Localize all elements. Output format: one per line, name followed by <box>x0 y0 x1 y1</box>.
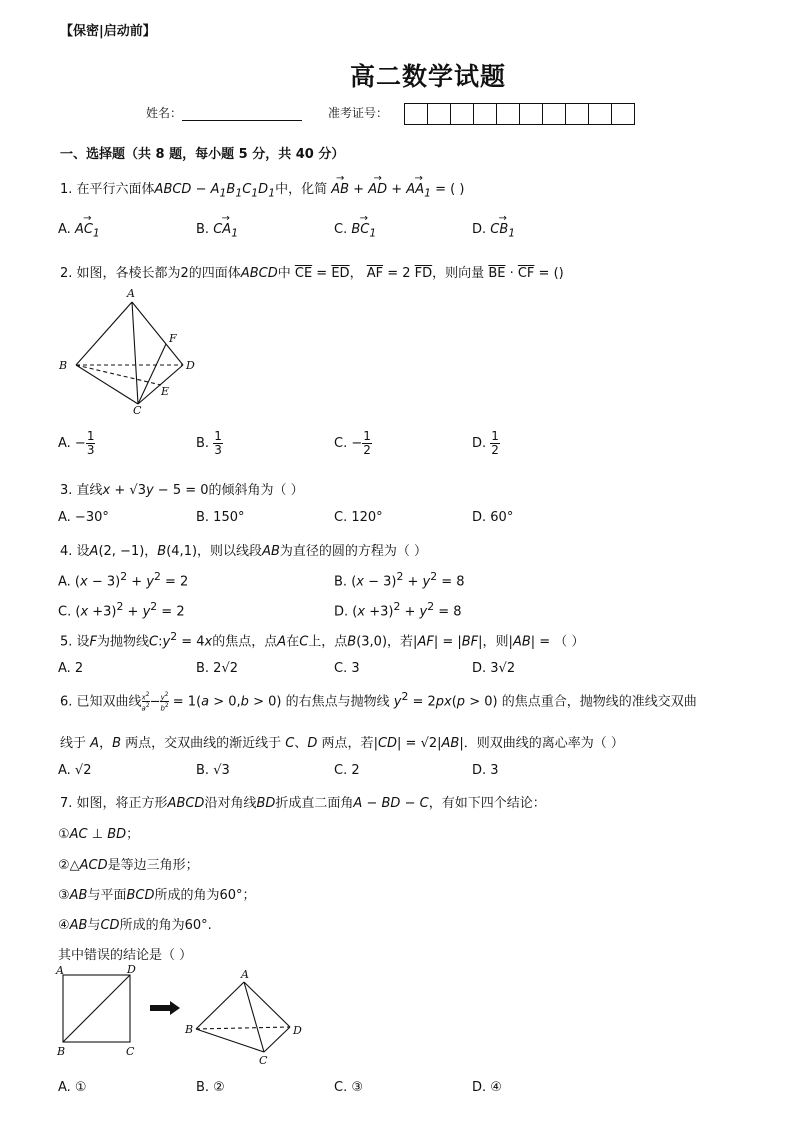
point-e-label: E <box>161 385 170 398</box>
q6-option-a[interactable]: A. √2 <box>58 763 92 778</box>
q2-option-d[interactable]: D. $\frac{1}{2}$ <box>472 429 499 457</box>
q1-option-c[interactable]: C. → $BC_1$ <box>334 222 376 240</box>
vertex-b-label: B <box>59 359 68 372</box>
square-d-label: D <box>127 963 136 976</box>
vertex-c-label: C <box>133 404 142 416</box>
q3-option-b[interactable]: B. 150° <box>196 510 245 525</box>
fold-d-label: D <box>293 1024 302 1037</box>
q7-conclusion-2: ②△ACD是等边三角形； <box>58 858 199 873</box>
q2-option-c[interactable]: C. − $\frac{1}{2}$ <box>334 429 371 457</box>
vertex-a-label: A <box>127 287 135 300</box>
q5-option-b[interactable]: B. 2√2 <box>196 661 239 676</box>
q7-option-b[interactable]: B. ② <box>196 1080 225 1095</box>
q7-option-d[interactable]: D. ④ <box>472 1080 502 1095</box>
section-heading: 一、选择题（共 8 题，每小题 5 分，共 40 分） <box>60 147 345 162</box>
question-1: 1. 在平行六面体ABCD − $A_1B_1C_1D_1$中，化简 → AB + → AD + → $AA_1$ = ( ) <box>60 178 464 200</box>
vertex-d-label: D <box>186 359 195 372</box>
q6-option-d[interactable]: D. 3 <box>472 763 499 778</box>
question-3: 3. 直线x + √3y − 5 = 0的倾斜角为（ ） <box>60 483 304 498</box>
q7-conclusion-3: ③AB与平面BCD所成的角为60°； <box>58 888 256 903</box>
q4-option-d[interactable]: D. $(x +3)^2 + y^2 = 8$ <box>334 600 462 620</box>
question-6-line-2: 线于 A，B 两点，交双曲线的渐近线于 C、D 两点，若|CD| = √2|AB|．则双曲线的离心率为（ ） <box>60 736 624 751</box>
folding-figure <box>52 962 322 1068</box>
q7-option-c[interactable]: C. ③ <box>334 1080 363 1095</box>
q3-option-a[interactable]: A. −30° <box>58 510 109 525</box>
point-f-label: F <box>169 332 177 345</box>
page-title: 高二数学试题 <box>350 62 507 91</box>
name-blank <box>182 108 302 121</box>
name-label: 姓名： <box>146 106 183 120</box>
q2-option-a[interactable]: A. − $\frac{1}{3}$ <box>58 429 95 457</box>
square-a-label: A <box>56 964 64 977</box>
question-2: 2. 如图，各棱长都为2的四面体ABCD中 $\overline{CE} = \overline{ED}$， $\overline{AF} = 2$ $\overline{FD}$，则向量 $\overline{BE} \cdot \overline{CF}$ = () <box>60 266 564 281</box>
question-6-line-1: 6. 已知双曲线 $\frac{x^2}{a^2}$ − $\frac{y^2}{b^2}$ = 1(a > 0,b > 0) 的右焦点与抛物线 $y^2 = 2px(p > 0)$ 的焦点重合，抛物线的准线交双曲 <box>60 690 697 713</box>
question-7: 7. 如图，将正方形ABCD沿对角线BD折成直二面角A − BD − C，有如下四个结论： <box>60 796 546 811</box>
question-4: 4. 设A(2, −1)，B(4,1)，则以线段AB为直径的圆的方程为（ ） <box>60 544 428 559</box>
square-b-label: B <box>57 1045 66 1058</box>
fold-b-label: B <box>185 1023 194 1036</box>
q4-option-b[interactable]: B. $(x - 3)^2 + y^2 = 8$ <box>334 570 465 590</box>
exam-id-boxes <box>404 103 635 125</box>
q6-option-b[interactable]: B. √3 <box>196 763 230 778</box>
q5-option-c[interactable]: C. 3 <box>334 661 360 676</box>
fold-a-label: A <box>241 968 249 981</box>
q1-option-d[interactable]: D. → $CB_1$ <box>472 222 515 240</box>
name-field <box>146 104 302 121</box>
fold-c-label: C <box>259 1054 268 1067</box>
q7-conclusion-4: ④AB与CD所成的角为60°. <box>58 918 212 933</box>
q7-question: 其中错误的结论是（ ） <box>58 948 193 963</box>
exam-id-label: 准考证号： <box>328 106 389 120</box>
q6-option-c[interactable]: C. 2 <box>334 763 360 778</box>
q1-option-b[interactable]: B. → $CA_1$ <box>196 222 238 240</box>
tetrahedron-figure <box>55 286 205 416</box>
square-c-label: C <box>126 1045 135 1058</box>
q3-option-d[interactable]: D. 60° <box>472 510 514 525</box>
question-5: 5. 设F为抛物线$C:y^2 = 4x$的焦点，点A在C上，点B(3,0)，若|AF| = |BF|，则|AB| = （ ） <box>60 630 585 650</box>
q4-option-c[interactable]: C. $(x +3)^2 + y^2 = 2$ <box>58 600 185 620</box>
q1-option-a[interactable]: A. → $AC_1$ <box>58 222 100 240</box>
q3-option-c[interactable]: C. 120° <box>334 510 383 525</box>
confidential-tag: 【保密|启动前】 <box>60 24 156 39</box>
q4-option-a[interactable]: A. $(x - 3)^2 + y^2 = 2$ <box>58 570 189 590</box>
q7-option-a[interactable]: A. ① <box>58 1080 87 1095</box>
arrow-icon <box>150 1001 180 1015</box>
q7-conclusion-1: ①AC ⊥ BD； <box>58 827 140 842</box>
q2-option-b[interactable]: B. $\frac{1}{3}$ <box>196 429 222 457</box>
q5-option-a[interactable]: A. 2 <box>58 661 84 676</box>
q5-option-d[interactable]: D. 3√2 <box>472 661 516 676</box>
